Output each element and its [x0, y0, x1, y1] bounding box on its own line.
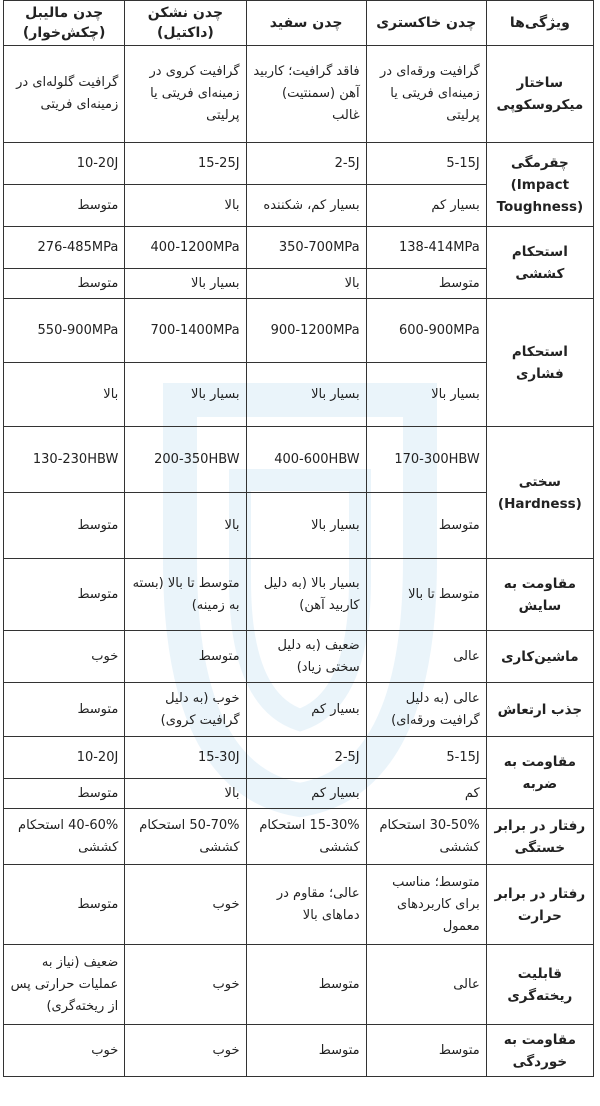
- feature-toughness-en1: Impact): [510, 176, 570, 193]
- header-white-iron: چدن سفید: [246, 1, 366, 46]
- cell-malleable-hardness-text: متوسط: [4, 493, 125, 559]
- cell-gray-tensile-text: متوسط: [366, 269, 486, 299]
- feature-castability: قابلیت ریخته‌گری: [486, 945, 593, 1025]
- feature-toughness-fa: چقرمگی: [511, 154, 569, 171]
- header-malleable-iron: [4, 1, 125, 46]
- cell-white-hardness-value: 400-600HBW: [246, 427, 366, 493]
- table-header-row: [4, 1, 594, 46]
- cell-malleable-compressive-text: بالا: [4, 363, 125, 427]
- cell-ductile-castability: خوب: [125, 945, 246, 1025]
- cell-white-compressive-value: 900-1200MPa: [246, 299, 366, 363]
- header-ductile-iron: [125, 1, 246, 46]
- cell-ductile-tensile-value: 400-1200MPa: [125, 227, 246, 269]
- cell-white-compressive-text: بسیار بالا: [246, 363, 366, 427]
- table-row: [4, 631, 594, 683]
- feature-impact-resistance: مقاومت به ضربه: [486, 737, 593, 809]
- cell-white-tensile-value: 350-700MPa: [246, 227, 366, 269]
- cell-gray-impact-value: 5-15J: [366, 737, 486, 779]
- cell-malleable-castability: ضعیف (نیاز به عملیات حرارتی پس از ریخته‌گری): [4, 945, 125, 1025]
- cell-malleable-hardness-value: 130-230HBW: [4, 427, 125, 493]
- cell-ductile-wear: متوسط تا بالا (بسته به زمینه): [125, 559, 246, 631]
- cell-malleable-damping: متوسط: [4, 683, 125, 737]
- cell-malleable-heat: متوسط: [4, 865, 125, 945]
- cell-ductile-hardness-text: بالا: [125, 493, 246, 559]
- cell-malleable-microstructure: گرافیت گلوله‌ای در زمینه‌ای فریتی: [4, 46, 125, 143]
- cell-ductile-impact-text: بالا: [125, 779, 246, 809]
- cell-ductile-toughness-text: بالا: [125, 185, 246, 227]
- feature-hardness-en: (Hardness): [497, 495, 582, 512]
- cell-gray-castability: عالی: [366, 945, 486, 1025]
- cell-malleable-toughness-value: 10-20J: [4, 143, 125, 185]
- cell-gray-fatigue: 30-50% استحکام کششی: [366, 809, 486, 865]
- feature-toughness: [486, 143, 593, 227]
- cell-gray-damping: عالی (به دلیل گرافیت ورقه‌ای): [366, 683, 486, 737]
- cell-white-impact-text: بسیار کم: [246, 779, 366, 809]
- cell-malleable-fatigue: 40-60% استحکام کششی: [4, 809, 125, 865]
- cell-ductile-hardness-value: 200-350HBW: [125, 427, 246, 493]
- table-row: [4, 1025, 594, 1077]
- cell-ductile-machinability: متوسط: [125, 631, 246, 683]
- feature-compressive-strength: استحکام فشاری: [486, 299, 593, 427]
- feature-hardness-fa: سختی: [518, 473, 561, 490]
- header-malleable-name: چدن مالیبل: [25, 5, 104, 21]
- cell-ductile-corrosion: خوب: [125, 1025, 246, 1077]
- cell-white-castability: متوسط: [246, 945, 366, 1025]
- table-row: [4, 865, 594, 945]
- cell-ductile-compressive-value: 700-1400MPa: [125, 299, 246, 363]
- header-malleable-alt: (چکش‌خوار): [22, 25, 106, 41]
- cell-white-tensile-text: بالا: [246, 269, 366, 299]
- feature-fatigue-behavior: رفتار در برابر خستگی: [486, 809, 593, 865]
- table-row: [4, 227, 594, 269]
- cell-ductile-compressive-text: بسیار بالا: [125, 363, 246, 427]
- cell-gray-toughness-value: 5-15J: [366, 143, 486, 185]
- cell-gray-toughness-text: بسیار کم: [366, 185, 486, 227]
- cell-gray-machinability: عالی: [366, 631, 486, 683]
- cell-ductile-tensile-text: بسیار بالا: [125, 269, 246, 299]
- cell-ductile-damping: خوب (به دلیل گرافیت کروی): [125, 683, 246, 737]
- cell-gray-heat: متوسط؛ مناسب برای کاربردهای معمول: [366, 865, 486, 945]
- cell-gray-impact-text: کم: [366, 779, 486, 809]
- cell-gray-hardness-text: متوسط: [366, 493, 486, 559]
- cell-white-hardness-text: بسیار بالا: [246, 493, 366, 559]
- cell-ductile-toughness-value: 15-25J: [125, 143, 246, 185]
- feature-microstructure: ساختار میکروسکوپی: [486, 46, 593, 143]
- table-row: [4, 945, 594, 1025]
- feature-vibration-damping: جذب ارتعاش: [486, 683, 593, 737]
- cell-malleable-tensile-text: متوسط: [4, 269, 125, 299]
- cell-white-fatigue: 15-30% استحکام کششی: [246, 809, 366, 865]
- table-row: [4, 46, 594, 143]
- cell-gray-tensile-value: 138-414MPa: [366, 227, 486, 269]
- cell-ductile-heat: خوب: [125, 865, 246, 945]
- cell-white-microstructure: فاقد گرافیت؛ کاربید آهن (سمنتیت) غالب: [246, 46, 366, 143]
- table-row: [4, 809, 594, 865]
- cell-white-damping: بسیار کم: [246, 683, 366, 737]
- cell-ductile-fatigue: 50-70% استحکام کششی: [125, 809, 246, 865]
- cell-white-machinability: ضعیف (به دلیل سختی زیاد): [246, 631, 366, 683]
- cell-gray-corrosion: متوسط: [366, 1025, 486, 1077]
- feature-toughness-en2: (Toughness: [496, 198, 584, 215]
- cell-white-corrosion: متوسط: [246, 1025, 366, 1077]
- cell-ductile-impact-value: 15-30J: [125, 737, 246, 779]
- feature-wear-resistance: مقاومت به سایش: [486, 559, 593, 631]
- cell-white-impact-value: 2-5J: [246, 737, 366, 779]
- cell-white-heat: عالی؛ مقاوم در دماهای بالا: [246, 865, 366, 945]
- feature-heat-behavior: رفتار در برابر حرارت: [486, 865, 593, 945]
- cell-gray-microstructure: گرافیت ورقه‌ای در زمینه‌ای فریتی یا پرلیتی: [366, 46, 486, 143]
- header-ductile-alt: (داکتیل): [156, 25, 214, 41]
- cell-malleable-compressive-value: 550-900MPa: [4, 299, 125, 363]
- cell-white-toughness-value: 2-5J: [246, 143, 366, 185]
- table-row: [4, 143, 594, 185]
- cell-malleable-tensile-value: 276-485MPa: [4, 227, 125, 269]
- feature-tensile-strength: استحکام کششی: [486, 227, 593, 299]
- table-row: [4, 427, 594, 493]
- cell-ductile-microstructure: گرافیت کروی در زمینه‌ای فریتی یا پرلیتی: [125, 46, 246, 143]
- header-ductile-name: چدن نشکن: [147, 5, 224, 21]
- header-feature: ویژگی‌ها: [486, 1, 593, 46]
- cell-white-toughness-text: بسیار کم، شکننده: [246, 185, 366, 227]
- table-row: [4, 737, 594, 779]
- table-row: [4, 683, 594, 737]
- cast-iron-comparison-table: [3, 0, 594, 1077]
- cell-gray-hardness-value: 170-300HBW: [366, 427, 486, 493]
- table-row: [4, 299, 594, 363]
- cell-gray-compressive-text: بسیار بالا: [366, 363, 486, 427]
- cell-malleable-corrosion: خوب: [4, 1025, 125, 1077]
- table-row: [4, 559, 594, 631]
- cell-malleable-impact-value: 10-20J: [4, 737, 125, 779]
- feature-corrosion-resistance: مقاومت به خوردگی: [486, 1025, 593, 1077]
- cell-malleable-wear: متوسط: [4, 559, 125, 631]
- cell-malleable-impact-text: متوسط: [4, 779, 125, 809]
- feature-hardness: [486, 427, 593, 559]
- header-gray-iron: چدن خاکستری: [366, 1, 486, 46]
- feature-machinability: ماشین‌کاری: [486, 631, 593, 683]
- cell-gray-wear: متوسط تا بالا: [366, 559, 486, 631]
- cell-white-wear: بسیار بالا (به دلیل کاربید آهن): [246, 559, 366, 631]
- cell-malleable-machinability: خوب: [4, 631, 125, 683]
- cell-gray-compressive-value: 600-900MPa: [366, 299, 486, 363]
- cell-malleable-toughness-text: متوسط: [4, 185, 125, 227]
